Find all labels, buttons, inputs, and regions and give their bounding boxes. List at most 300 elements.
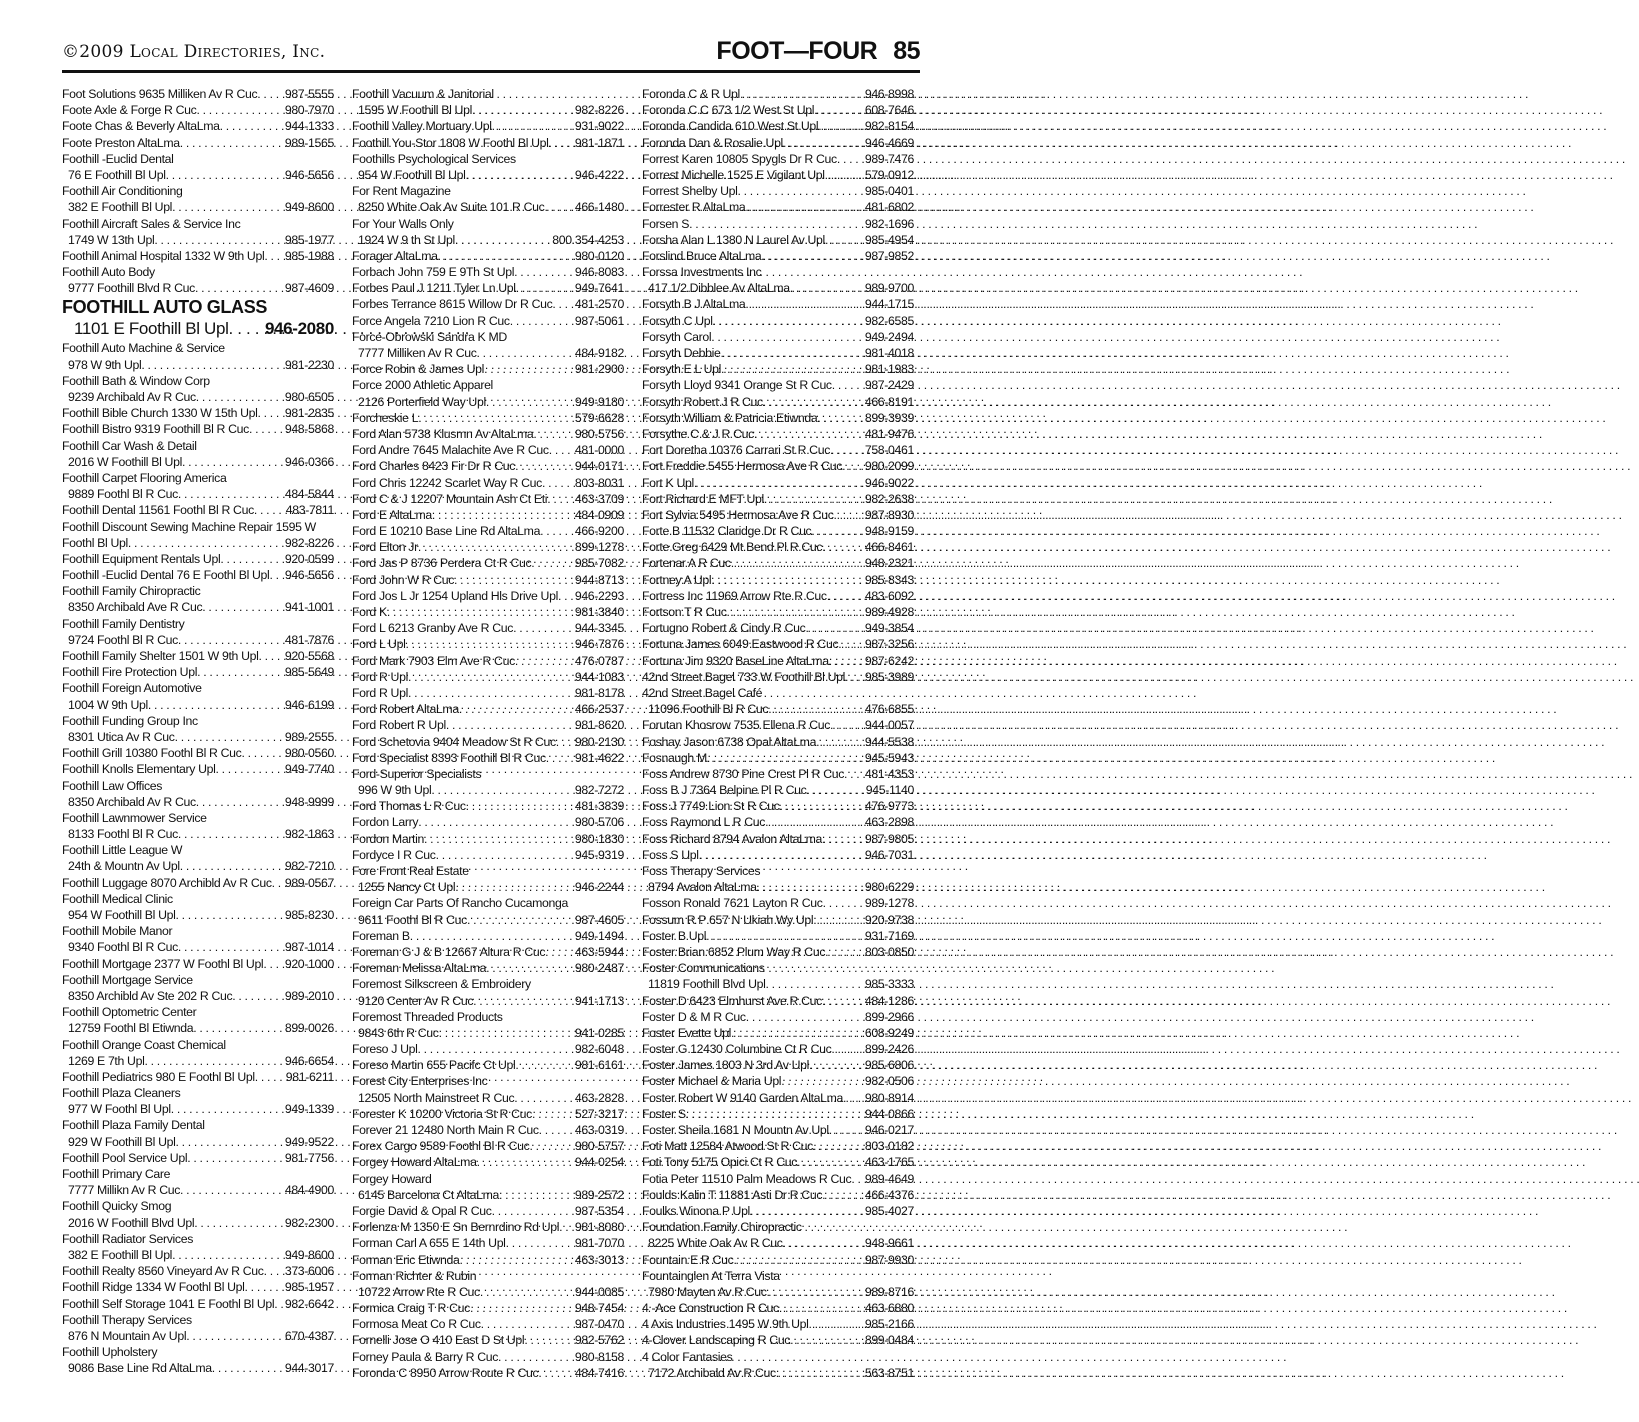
listing-name: Foster Communications [642, 961, 765, 976]
dot-leader [686, 1106, 863, 1122]
listing-entry [352, 135, 624, 151]
listing-entry [642, 475, 914, 491]
phone-number: 981-8178 [574, 685, 624, 700]
phone-number: 941-1001 [284, 600, 334, 615]
phone-number: 466-2537 [574, 702, 624, 717]
dot-leader [851, 1171, 863, 1187]
phone-number: 982-6642 [284, 1296, 334, 1311]
listing-entry [642, 1349, 914, 1365]
phone-number: 980-0560 [284, 746, 334, 761]
dot-leader [178, 826, 283, 842]
phone-number: 949-1339 [284, 1102, 334, 1117]
listing-entry [352, 1203, 624, 1219]
listing-name: Fosson Ronald 7621 Layton R Cuc [642, 896, 823, 911]
listing-name: Foti Tony 5175 Opici Ct R Cuc [642, 1155, 798, 1170]
listing-entry [352, 1025, 624, 1041]
listing-entry [62, 502, 334, 518]
dot-leader [711, 572, 863, 588]
listing-name: Forsyth Carol [642, 329, 712, 344]
listing-entry [62, 151, 334, 167]
dot-leader [418, 1041, 573, 1057]
listing-name: Foote Chas & Beverly AltaLma [62, 119, 220, 134]
listing-name: Forex Cargo 9589 Foothl Bl R Cuc [352, 1139, 530, 1154]
phone-number: 946-7876 [574, 637, 624, 652]
phone-number: 946-8998 [864, 87, 914, 101]
phone-number: 463-6880 [864, 1301, 914, 1316]
listing-entry [62, 357, 334, 373]
dot-leader [424, 831, 573, 847]
listing-name: 9340 Foothl Bl R Cuc [68, 940, 178, 955]
listing-entry [62, 972, 334, 988]
phone-number: 944-0866 [864, 1106, 914, 1121]
listing-name: 7777 Millikn Av R Cuc [68, 1183, 181, 1198]
dot-leader [431, 782, 572, 798]
listing-name: Foss S Upl [642, 847, 699, 862]
listing-entry [642, 572, 914, 588]
listing-entry [352, 1122, 624, 1138]
listing-name: Fort K Upl [642, 475, 694, 490]
listing-entry [642, 863, 914, 879]
dot-leader [754, 426, 863, 442]
dot-leader [542, 475, 573, 491]
listing-name: Forsha Alan L 1380 N Laurel Av Upl [642, 232, 825, 247]
dot-leader [477, 345, 573, 361]
listing-entry [352, 1300, 624, 1316]
listing-name: Foronda Dan & Rosalie Upl [642, 135, 783, 150]
dot-leader [178, 632, 283, 648]
listing-entry [352, 814, 624, 830]
phone-number: 481-4353 [864, 766, 914, 781]
dot-leader [263, 956, 283, 972]
dot-leader [842, 458, 863, 474]
section-range: FOOT—FOUR [716, 37, 878, 65]
listing-entry [352, 1090, 624, 1106]
listing-name: 9239 Archibald Av R Cuc [68, 390, 196, 404]
dot-leader [844, 766, 863, 782]
listing-entry [642, 1187, 914, 1203]
phone-number: 579-6628 [574, 410, 624, 425]
phone-number: 463-3013 [574, 1252, 624, 1267]
dot-leader [516, 280, 573, 296]
phone-number: 989-2572 [574, 1187, 624, 1202]
dot-leader [776, 1365, 863, 1381]
phone-number: 987-9805 [864, 831, 914, 846]
listing-entry [62, 1166, 334, 1182]
listing-entry [352, 475, 624, 491]
dot-leader [410, 928, 573, 944]
phone-number: 982-8226 [574, 103, 624, 118]
listing-name: 8250 White Oak Av Suite 101 R Cuc [358, 200, 545, 215]
listing-name: 24th & Mountn Av Upl [68, 859, 180, 874]
phone-number: 803-0850 [864, 944, 914, 959]
listing-entry [62, 118, 334, 134]
listing-name: 9120 Center Av R Cuc [358, 993, 474, 1008]
dot-leader [254, 502, 284, 518]
dot-leader [418, 814, 573, 830]
listing-entry [642, 685, 914, 701]
listing-name: Ford Specialist 8393 Foothill Bl R Cuc [352, 750, 546, 765]
dot-leader [486, 960, 573, 976]
dot-leader [492, 118, 573, 134]
dot-leader [241, 745, 282, 761]
phone-number: 949-9180 [574, 394, 624, 409]
listing-entry [642, 491, 914, 507]
phone-number: 980-2487 [574, 961, 624, 976]
dot-leader [781, 1073, 863, 1089]
phone-number: 980-5757 [574, 1139, 624, 1154]
listing-entry [62, 1344, 334, 1360]
dot-leader [733, 1252, 862, 1268]
phone-number: 484-7416 [574, 1365, 624, 1380]
listing-entry [62, 1085, 334, 1101]
listing-name: 9611 Foothl Bl R Cuc [358, 912, 467, 927]
dot-leader [148, 697, 283, 713]
phone-number: 463-5944 [574, 944, 624, 959]
listing-name: Fortson T R Cuc [642, 605, 727, 619]
listing-name: Foronda C.C 673 1/2 West St Upl [642, 103, 815, 118]
listing-name: Ford Schetovia 9404 Meadow St R Cuc [352, 734, 556, 749]
featured-listing-address [62, 318, 334, 340]
listing-entry [62, 794, 334, 810]
dot-leader [822, 831, 863, 847]
listing-entry [62, 1328, 334, 1344]
listing-entry [642, 167, 914, 183]
dot-leader [418, 539, 573, 555]
listing-entry [642, 798, 914, 814]
listing-entry [352, 750, 624, 766]
listing-name: Foronda Candida 610 West St Upl [642, 119, 819, 134]
listing-name: Force Angela 7210 Lion R Cuc [352, 313, 510, 328]
listing-name: Force Robin & James Upl [352, 362, 485, 377]
listing-name: Foot Solutions 9635 Milliken Av R Cuc [62, 87, 258, 101]
phone-number: 987-9930 [864, 1252, 914, 1267]
listing-entry [62, 1020, 334, 1036]
listing-entry [352, 1057, 624, 1073]
dot-leader [245, 1279, 283, 1295]
listing-entry [62, 1279, 334, 1295]
dot-leader [720, 345, 862, 361]
listing-name: Ford C & J 12207 Mountain Ash Ct Eti [352, 491, 548, 506]
listing-name: Foothill Little League W [62, 843, 183, 858]
listing-name: Fortenar A R Cuc [642, 556, 731, 571]
dot-leader [175, 729, 283, 745]
phone-number: 981-8080 [574, 1220, 624, 1235]
dot-leader [740, 86, 863, 102]
dot-leader [834, 507, 863, 523]
phone-number: 931-9022 [574, 119, 624, 134]
listing-entry [352, 895, 624, 911]
listing-name: Foothill Mortgage Service [62, 972, 193, 987]
dot-leader [180, 135, 283, 151]
listing-name: Foothill -Euclid Dental 76 E Foothl Bl Upl [62, 568, 270, 583]
phone-number: 980-0120 [574, 248, 624, 263]
listing-name: Foothill Realty 8560 Vineyard Av R Cuc [62, 1264, 264, 1279]
phone-number: 982-6048 [574, 1042, 624, 1057]
phone-number: 987-3256 [864, 637, 914, 652]
phone-number: 981-8620 [574, 718, 624, 733]
phone-number: 463-0319 [574, 1123, 624, 1137]
listing-entry [642, 151, 914, 167]
listing-entry [352, 539, 624, 555]
phone-number: 982-6585 [864, 313, 914, 328]
listing-name: Fortugno Robert & Cindy R Cuc [642, 621, 806, 636]
listing-entry [62, 1134, 334, 1150]
phone-number: 985-0401 [864, 184, 914, 199]
phone-number: 899-3939 [864, 410, 914, 425]
listing-entry [62, 826, 334, 842]
listing-name: Foothill Family Dentistry [62, 616, 185, 631]
phone-number: 980-8914 [864, 1090, 914, 1105]
phone-number: 466-8461 [864, 540, 914, 555]
phone-number: 980-6505 [284, 390, 334, 404]
phone-number: 982-8226 [284, 535, 334, 550]
dot-leader [193, 1020, 283, 1036]
dot-leader [823, 895, 863, 911]
dot-leader [529, 1138, 572, 1154]
phone-number: 989-1565 [284, 135, 334, 150]
dot-leader [547, 491, 573, 507]
listing-entry [352, 1187, 624, 1203]
listing-name: Ford Elton Jr [352, 540, 418, 555]
listing-entry [62, 713, 334, 729]
dot-leader [765, 814, 863, 830]
listing-name: 8350 Archibald Av R Cuc [68, 794, 196, 809]
dot-leader [472, 102, 573, 118]
listing-name: Foothill Lawnmower Service [62, 810, 207, 825]
listing-name: 9777 Foothill Blvd R Cuc [68, 281, 195, 296]
listing-name: 382 E Foothill Bl Upl [68, 1247, 173, 1262]
dot-leader [480, 1284, 573, 1300]
listing-name: Foothill Dental 11561 Foothl Bl R Cuc [62, 503, 254, 518]
phone-number: 944-0085 [574, 1284, 624, 1299]
listing-name: 2016 W Foothill Blvd Upl [68, 1215, 195, 1230]
phone-number: 941-0285 [574, 1025, 624, 1040]
listing-name: Fortuna James 6049 Eastwood R Cuc [642, 637, 839, 652]
listing-name: Foothill Bible Church 1330 W 15th Upl [62, 406, 258, 421]
dot-leader [459, 701, 573, 717]
phone-number: 563-8751 [864, 1365, 914, 1380]
listing-name: Foothill Aircraft Sales & Service Inc [62, 216, 241, 231]
dot-leader [837, 151, 863, 167]
dot-leader [546, 750, 573, 766]
listing-entry [352, 928, 624, 944]
listing-name: Foothill Medical Clinic [62, 891, 173, 906]
listing-name: Ford R Upl [352, 669, 408, 684]
phone-number: 484-0909 [574, 507, 624, 522]
listing-entry [62, 875, 334, 891]
listing-name: Forssa Investments Inc [642, 265, 762, 280]
listing-entry [62, 183, 334, 199]
dot-leader [813, 912, 863, 928]
listing-entry [62, 232, 334, 248]
listing-name: Forsyth E L Upl [642, 362, 722, 377]
listing-entry [352, 1365, 624, 1381]
dot-leader [731, 1025, 863, 1041]
phone-number: 949-3854 [864, 621, 914, 636]
listing-name: Fordon Larry [352, 815, 419, 830]
listing-name: For Your Walls Only [352, 216, 454, 231]
listing-entry [62, 761, 334, 777]
listing-entry [352, 410, 624, 426]
listing-name: Ford K [352, 605, 387, 619]
listing-name: Foreso Martin 655 Pacifc Ct Upl [352, 1058, 516, 1073]
dot-leader [492, 1203, 573, 1219]
listing-entry [642, 232, 914, 248]
phone-number: 989-1278 [864, 896, 914, 911]
phone-number: 980-2130 [574, 734, 624, 749]
listing-entry [352, 1284, 624, 1300]
listing-name: Foothill Orange Coast Chemical [62, 1037, 226, 1052]
dot-leader [515, 653, 573, 669]
listing-entry [62, 470, 334, 486]
dot-leader [745, 199, 862, 215]
phone-number: 944-0254 [574, 1155, 624, 1170]
phone-number: 946-2244 [574, 880, 624, 895]
dot-leader [827, 588, 863, 604]
phone-number: 982-0506 [864, 1074, 914, 1089]
listing-entry [352, 993, 624, 1009]
listing-name: 7172 Archibald Av R Cuc [648, 1365, 776, 1380]
listing-entry [62, 248, 334, 264]
phone-number: 985-3333 [864, 977, 914, 992]
listing-name: 7777 Milliken Av R Cuc [358, 346, 477, 360]
phone-number: 987-4605 [574, 912, 624, 927]
listing-name: Foothl Bl Upl [62, 535, 128, 550]
listing-name: Forsyth Debbie [642, 346, 721, 360]
dot-leader [763, 394, 863, 410]
listing-entry [642, 539, 914, 555]
phone-number: 989-0567 [284, 875, 334, 890]
listing-entry [352, 507, 624, 523]
dot-leader [171, 1101, 283, 1117]
listing-name: 10722 Arrow Rte R Cuc [358, 1284, 480, 1299]
listing-entry [62, 216, 334, 232]
listing-entry [62, 519, 334, 535]
phone-number: 484-9182 [574, 346, 624, 360]
listing-name: Foothill Vacuum & Janitorial [352, 87, 494, 101]
listing-name: Foothill Pediatrics 980 E Foothl Bl Upl [62, 1069, 255, 1084]
listing-entry [642, 1154, 914, 1170]
phone-number: 949-7740 [284, 762, 334, 777]
phone-number: 948-5868 [284, 422, 334, 437]
dot-leader [514, 264, 573, 280]
listing-entry [642, 394, 914, 410]
phone-number: 945-9319 [574, 847, 624, 862]
dot-leader [711, 329, 863, 345]
listing-entry [352, 458, 624, 474]
listing-name: Forever 21 12480 North Main R Cuc [352, 1123, 539, 1137]
listing-name: 8133 Foothl Bl R Cuc [68, 827, 178, 842]
listing-entry [642, 814, 914, 830]
featured-listing-name: FOOTHILL AUTO GLASS [62, 297, 268, 318]
listing-name: Foster Michael & Maria Upl [642, 1074, 782, 1089]
listing-name: Ford Jos L Jr 1254 Upland Hls Drive Upl [352, 588, 558, 603]
listing-entry [62, 280, 334, 296]
listing-name: 8301 Utica Av R Cuc [68, 729, 175, 744]
listing-name: 382 E Foothill Bl Upl [68, 200, 173, 215]
dot-leader [513, 620, 573, 636]
listing-name: Ford Charles 8423 Fir Dr R Cuc [352, 459, 516, 474]
listing-entry [62, 583, 334, 599]
listing-entry [352, 329, 624, 345]
listing-entry [642, 296, 914, 312]
phone-number: 946-2293 [574, 588, 624, 603]
listing-name: Foremost Silkscreen & Embroidery [352, 977, 531, 992]
listing-entry [352, 86, 624, 102]
listing-name: Formosa Meat Co R Cuc [352, 1317, 481, 1332]
listing-name: Foothill Primary Care [62, 1167, 171, 1181]
listing-entry [62, 745, 334, 761]
phone-number: 463-2828 [574, 1090, 624, 1105]
dot-leader [175, 1134, 282, 1150]
listing-name: 11096 Foothill Bl R Cuc [648, 702, 769, 717]
dot-leader [790, 280, 863, 296]
listing-entry [642, 458, 914, 474]
dot-leader [128, 535, 283, 551]
dot-leader [699, 847, 863, 863]
listing-entry [352, 199, 624, 215]
phone-number: 579-0912 [864, 167, 914, 182]
listing-name: Foundation Family Chiropractic [642, 1220, 802, 1235]
dot-leader [540, 523, 573, 539]
listing-entry [62, 939, 334, 955]
dot-leader [486, 394, 573, 410]
listing-entry [62, 486, 334, 502]
listing-name: Forest City Enterprises Inc [352, 1074, 488, 1089]
dot-leader [764, 491, 863, 507]
listing-entry [642, 1300, 914, 1316]
phone-number: 981-7070 [574, 1236, 624, 1251]
listing-name: 11819 Foothill Blvd Upl [648, 977, 766, 992]
listing-name: 929 W Foothill Bl Upl [68, 1134, 176, 1149]
phone-number: 982-5762 [574, 1333, 624, 1348]
listing-entry [62, 535, 334, 551]
listing-entry [62, 389, 334, 405]
listing-entry [642, 183, 914, 199]
listing-entry [642, 847, 914, 863]
phone-number: 945-5943 [864, 750, 914, 765]
listing-entry [642, 928, 914, 944]
dot-leader [438, 248, 573, 264]
phone-number: 949-8600 [284, 1247, 334, 1262]
listing-entry [62, 664, 334, 680]
phone-number: 946-7031 [864, 847, 914, 862]
phone-number: 670-4387 [284, 1328, 334, 1343]
dot-leader [477, 1154, 573, 1170]
dot-leader [269, 567, 282, 583]
dot-leader [707, 750, 863, 766]
phone-number: 920-9738 [864, 912, 914, 927]
listing-name: 9086 Base Line Rd AltaLma [68, 1361, 212, 1376]
listing-entry [62, 891, 334, 907]
phone-number: 481-0000 [574, 443, 624, 458]
listing-name: Foothill Bistro 9319 Foothill Bl R Cuc [62, 422, 249, 437]
dot-leader [439, 1025, 573, 1041]
dot-leader [465, 167, 572, 183]
dot-leader [202, 599, 283, 615]
listing-entry [642, 1073, 914, 1089]
listing-name: 9724 Foothl Bl R Cuc [68, 632, 178, 647]
listing-name: Foreman G J & B 12667 Altura R Cuc [352, 944, 546, 959]
phone-number: 920-0599 [284, 551, 334, 566]
listing-entry [62, 373, 334, 389]
listing-entry [642, 669, 914, 685]
listing-name: Foothill -Euclid Dental [62, 151, 174, 166]
phone-number: 899-1278 [574, 540, 624, 555]
listing-entry [642, 410, 914, 426]
phone-number: 949-2494 [864, 329, 914, 344]
listing-name: 7980 Mayten Av R Cuc [648, 1284, 767, 1299]
